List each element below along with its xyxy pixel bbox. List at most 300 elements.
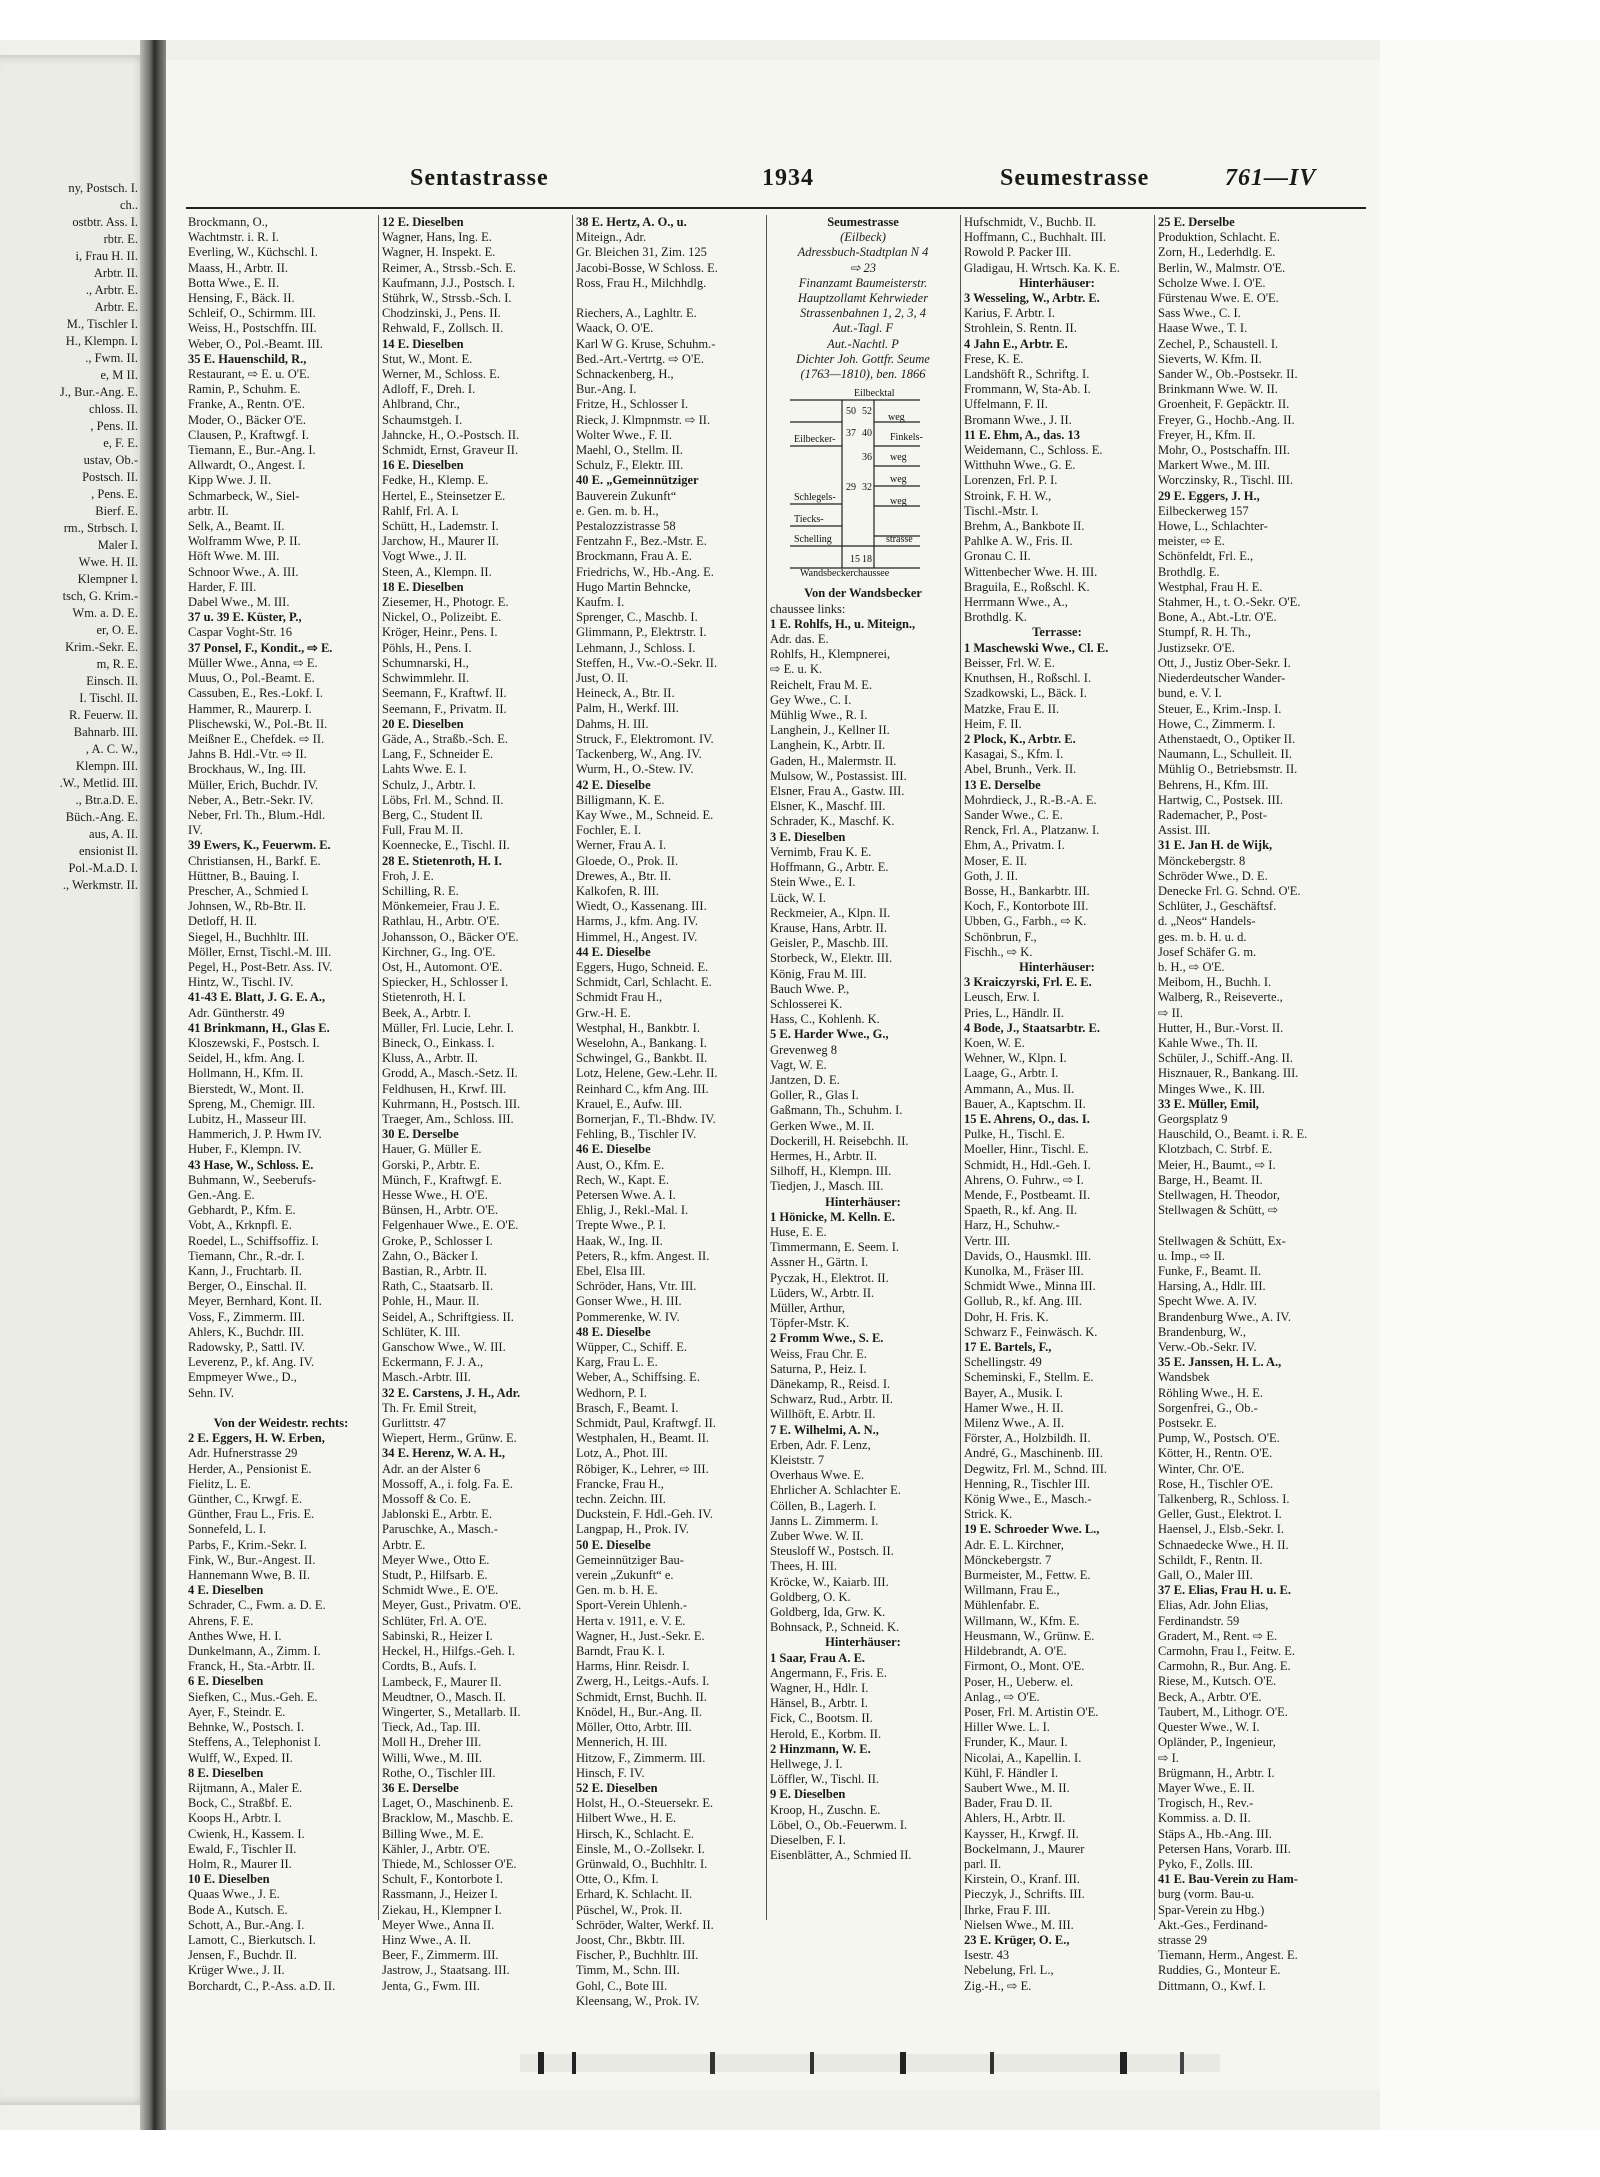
directory-entry: Kunolka, M., Fräser III.	[964, 1264, 1084, 1279]
directory-entry: Francke, Frau H.,	[576, 1476, 664, 1491]
directory-entry: Günther, C., Krwgf. E.	[188, 1492, 303, 1507]
directory-entry: Schlüter, J., Geschäftsf.	[1158, 899, 1277, 914]
directory-entry: Strick. K.	[964, 1507, 1013, 1522]
directory-entry: Pyko, F., Zolls. III.	[1158, 1856, 1253, 1871]
directory-entry: Mende, F., Postbeamt. II.	[964, 1188, 1091, 1202]
directory-entry: Löbs, Frl. M., Schnd. II.	[382, 792, 504, 807]
directory-entry: Wingerter, S., Metallarb. II.	[382, 1704, 521, 1719]
directory-entry: Barndt, Frau K. I.	[576, 1644, 665, 1659]
directory-entry: Fischh., ⇨ K.	[964, 944, 1033, 959]
directory-entry: Müller Wwe., Anna, ⇨ E.	[188, 655, 318, 670]
directory-entry: Karg, Frau L. E.	[576, 1355, 658, 1370]
directory-entry: Schmarbeck, W., Siel-	[188, 488, 300, 503]
directory-entry: Borchardt, C., P.-Ass. a.D. II.	[188, 1978, 336, 1993]
directory-entry: Ahlers, K., Buchdr. III.	[188, 1324, 304, 1339]
directory-entry: Mühlig Wwe., R. I.	[770, 708, 868, 723]
house-number-entry: 52 E. Dieselben	[576, 1780, 658, 1795]
directory-entry: Fedke, H., Klemp. E.	[382, 473, 489, 488]
directory-entry: Produktion, Schlacht. E.	[1158, 230, 1280, 245]
directory-entry: Gaßmann, Th., Schuhm. I.	[770, 1103, 903, 1118]
directory-entry: Hisznauer, R., Bankang. III.	[1158, 1066, 1299, 1081]
directory-entry: Howe, C., Zimmerm. I.	[1158, 716, 1276, 731]
directory-entry: Gonser Wwe., H. III.	[576, 1294, 682, 1309]
house-number-entry: 16 E. Dieselben	[382, 458, 464, 473]
directory-entry: Meyer, Bernhard, Kont. II.	[188, 1294, 322, 1309]
left-page-line: rm., Strbsch. I.	[63, 521, 138, 535]
directory-entry: Moeller, Hinr., Tischl. E.	[964, 1142, 1089, 1157]
directory-entry: chaussee links:	[770, 601, 846, 616]
directory-entry: Möller, Otto, Arbtr. III.	[576, 1720, 692, 1735]
directory-entry: Scheminski, F., Stellm. E.	[964, 1370, 1094, 1385]
left-page-line: ., Arbtr. E.	[85, 283, 138, 297]
directory-entry: Hugo Martin Behncke,	[576, 579, 691, 594]
directory-entry: Wurm, H., O.-Stew. IV.	[576, 762, 694, 777]
directory-entry: Franck, H., Sta.-Arbtr. II.	[188, 1659, 315, 1674]
house-number-entry: 1 Saar, Frau A. E.	[770, 1650, 866, 1665]
directory-entry: Gloede, O., Prok. II.	[576, 853, 679, 868]
directory-entry: Sehn. IV.	[188, 1385, 234, 1400]
directory-entry: Kröcke, W., Kaiarb. III.	[770, 1574, 889, 1589]
directory-entry: Sprenger, C., Maschb. I.	[576, 610, 698, 625]
directory-entry: Kluss, A., Arbtr. II.	[382, 1051, 478, 1066]
directory-entry: Tiemann, Herm., Angest. E.	[1158, 1948, 1298, 1963]
directory-entry: Pöhls, H., Pens. I.	[382, 640, 472, 655]
directory-entry: Vagt, W. E.	[770, 1057, 827, 1072]
street-info-line: Aut.-Nachtl. P	[827, 336, 899, 351]
directory-entry: Brockmann, Frau A. E.	[576, 549, 692, 564]
directory-entry: Ubben, G., Farbh., ⇨ K.	[964, 914, 1087, 929]
directory-entry: Moser, E. II.	[964, 853, 1028, 868]
left-page-line: Pol.-M.a.D. I.	[68, 861, 138, 875]
directory-entry: ges. m. b. H. u. d.	[1158, 929, 1247, 944]
house-number-entry: 30 E. Derselbe	[382, 1127, 459, 1142]
directory-entry: Beck, A., Arbtr. O'E.	[1158, 1689, 1262, 1704]
directory-entry: Huse, E. E.	[770, 1224, 827, 1239]
house-number-entry: 37 u. 39 E. Küster, P.,	[188, 610, 302, 625]
directory-entry: Schildt, F., Rentn. II.	[1158, 1552, 1263, 1567]
directory-entry: Pestalozzistrasse 58	[576, 519, 676, 534]
directory-entry: Timmermann, E. Seem. I.	[770, 1240, 900, 1255]
directory-entry: Ruddies, G., Monteur E.	[1158, 1963, 1281, 1978]
column-separator	[960, 215, 961, 1920]
directory-entry: Elsner, Frau A., Gastw. III.	[770, 784, 905, 799]
directory-entry: Eckermann, F. J. A.,	[382, 1355, 484, 1370]
directory-entry: Billing Wwe., M. E.	[382, 1826, 484, 1841]
book-gutter	[140, 40, 166, 2130]
directory-entry: Fielitz, L. E.	[188, 1476, 251, 1491]
directory-entry: Leusch, Erw. I.	[964, 990, 1040, 1005]
house-number-entry: 33 E. Müller, Emil,	[1158, 1096, 1259, 1111]
directory-entry: Renck, Frl. A., Platzanw. I.	[964, 823, 1100, 838]
directory-entry: Ferdinandstr. 59	[1158, 1613, 1240, 1628]
directory-entry: Bauverein Zukunft“	[576, 488, 677, 503]
directory-entry: verein „Zukunft“ e.	[576, 1568, 674, 1583]
directory-entry: Huber, F., Klempn. IV.	[188, 1142, 302, 1157]
house-number-entry: 36 E. Derselbe	[382, 1780, 459, 1795]
directory-entry: Gebhardt, P., Kfm. E.	[188, 1203, 296, 1218]
directory-entry: Lamott, C., Bierkutsch. I.	[188, 1932, 316, 1947]
directory-entry: Feldhusen, H., Krwf. III.	[382, 1081, 507, 1096]
directory-entry: Bracklow, M., Maschb. E.	[382, 1811, 514, 1826]
directory-entry: Sport-Verein Uhlenh.-	[576, 1598, 688, 1613]
left-page-line: Wm. a. D. E.	[72, 606, 138, 620]
street-info-line: Aut.-Tagl. F	[832, 321, 894, 336]
directory-entry: Hoffmann, G., Arbtr. E.	[770, 860, 889, 875]
directory-entry: Wüpper, C., Schiff. E.	[576, 1340, 688, 1355]
directory-entry: Schleif, O., Schirmm. III.	[188, 306, 316, 321]
directory-entry: Schnaedecke Wwe., H. II.	[1158, 1537, 1289, 1552]
directory-entry: Jarchow, H., Maurer II.	[382, 534, 499, 549]
directory-entry: Stumpf, R. H. Th.,	[1158, 625, 1251, 640]
directory-entry: Pahlke A. W., Fris. II.	[964, 534, 1073, 549]
directory-entry: Davids, O., Hausmkl. III.	[964, 1248, 1092, 1263]
directory-entry: Berlin, W., Malmstr. O'E.	[1158, 260, 1286, 275]
directory-entry: Mohr, O., Postschaffn. III.	[1158, 443, 1290, 458]
directory-entry: Reinhard C., kfm Ang. III.	[576, 1081, 709, 1096]
directory-entry: Tieck, Ad., Tap. III.	[382, 1720, 481, 1735]
directory-entry: Kaufmann, J.J., Postsch. I.	[382, 275, 515, 290]
directory-entry: Meißner E., Chefdek. ⇨ II.	[188, 731, 325, 746]
directory-entry: Brockmann, O.,	[188, 215, 268, 229]
directory-entry: Voss, F., Zimmerm. III.	[188, 1309, 305, 1324]
directory-entry: Palm, H., Werkf. III.	[576, 701, 679, 716]
directory-entry: Bromann Wwe., J. II.	[964, 412, 1072, 427]
directory-entry: Niederdeutscher Wander-	[1158, 671, 1286, 686]
directory-entry: Brasch, F., Beamt. I.	[576, 1400, 679, 1415]
directory-entry: Kalkofen, R. III.	[576, 883, 659, 898]
directory-entry: Hutter, H., Bur.-Vorst. II.	[1158, 1020, 1284, 1035]
directory-entry: Verw.-Ob.-Sekr. IV.	[1158, 1340, 1257, 1355]
left-page-line: aus, A. II.	[89, 827, 138, 841]
directory-entry: Mossoff & Co. E.	[382, 1492, 472, 1507]
column-2	[382, 215, 568, 1994]
directory-entry: Schulz, J., Arbtr. I.	[382, 777, 476, 792]
directory-entry: Wolter Wwe., F. II.	[576, 427, 673, 442]
directory-entry: Spar-Verein zu Hbg.)	[1158, 1902, 1265, 1917]
directory-entry: Schütt, H., Lademstr. I.	[382, 519, 499, 534]
directory-entry: Ehlig, J., Rekl.-Mal. I.	[576, 1203, 689, 1218]
directory-entry: Weiss, H., Postschffn. III.	[188, 321, 317, 336]
directory-entry: Zwerg, H., Leitgs.-Aufs. I.	[576, 1674, 710, 1689]
directory-entry: Beer, F., Zimmerm. III.	[382, 1948, 499, 1963]
directory-entry: Gen.-Ang. E.	[188, 1188, 255, 1202]
directory-entry: Schult, F., Kontorbote I.	[382, 1872, 503, 1887]
directory-entry: Rech, W., Kapt. E.	[576, 1172, 670, 1187]
map-label: Eilbecker-	[794, 434, 836, 446]
directory-entry: Mohrdieck, J., R.-B.-A. E.	[964, 792, 1097, 807]
directory-entry: Jablonski E., Arbtr. E.	[382, 1507, 493, 1522]
directory-entry: Reckmeier, A., Klpn. II.	[770, 905, 891, 920]
left-page-line: Einsch. II.	[86, 674, 138, 688]
directory-entry: Sabinski, R., Heizer I.	[382, 1628, 493, 1643]
directory-entry: Nickel, O., Polizeibt. E.	[382, 610, 502, 625]
directory-entry: Rath, C., Staatsarb. II.	[382, 1279, 494, 1294]
directory-entry: Herta v. 1911, e. V. E.	[576, 1613, 686, 1628]
directory-entry: Aust, O., Kfm. E.	[576, 1157, 665, 1172]
directory-entry: Hammerich, J. P. Hwm IV.	[188, 1127, 322, 1142]
left-page-line: m, R. E.	[96, 657, 138, 671]
directory-entry: Stietenroth, H. I.	[382, 990, 466, 1005]
directory-entry: Sander W., Ob.-Postsekr. II.	[1158, 367, 1298, 382]
directory-entry: Scholze Wwe. I. O'E.	[1158, 275, 1266, 290]
house-number-entry: 4 Bode, J., Staatsarbtr. E.	[964, 1020, 1101, 1035]
left-page-line: Arbtr. II.	[93, 266, 138, 280]
directory-entry: Meyer Wwe., Otto E.	[382, 1552, 490, 1567]
directory-entry: Kuhrmann, H., Postsch. III.	[382, 1096, 521, 1111]
directory-entry: Ganschow Wwe., W. III.	[382, 1340, 506, 1355]
directory-entry: Hellwege, J. I.	[770, 1757, 843, 1772]
house-number-entry: 37 Ponsel, F., Kondit., ⇨ E.	[188, 640, 333, 655]
directory-entry: Glimmann, P., Elektrstr. I.	[576, 625, 707, 640]
directory-entry: Bineck, O., Einkass. I.	[382, 1035, 495, 1050]
directory-entry: Mennerich, H. III.	[576, 1735, 668, 1750]
directory-entry: Fick, C., Bootsm. II.	[770, 1711, 873, 1726]
directory-entry: Storbeck, W., Elektr. III.	[770, 951, 893, 966]
column-4	[770, 215, 956, 1864]
directory-entry: Reimer, A., Strssb.-Sch. E.	[382, 260, 516, 275]
directory-entry: Förster, A., Holzbildh. II.	[964, 1431, 1091, 1446]
directory-entry: Ziesemer, H., Photogr. E.	[382, 595, 509, 610]
directory-entry: Fischer, P., Buchhltr. III.	[576, 1948, 699, 1963]
directory-entry: König, Frau M. III.	[770, 966, 867, 981]
directory-entry: Trepte Wwe., P. I.	[576, 1218, 666, 1233]
directory-entry: Bastian, R., Arbtr. II.	[382, 1264, 487, 1279]
map-label: Finkels-	[890, 432, 923, 444]
directory-entry: Brehm, A., Bankbote II.	[964, 519, 1085, 534]
directory-entry: Nebelung, Frl. L.,	[964, 1963, 1054, 1978]
directory-entry: Botta Wwe., E. II.	[188, 275, 280, 290]
directory-entry: Erhard, K. Schlacht. II.	[576, 1887, 693, 1902]
directory-entry: Steffen, H., Vw.-O.-Sekr. II.	[576, 655, 718, 670]
map-label: Schelling	[794, 534, 832, 546]
directory-entry: Howe, L., Schlachter-	[1158, 519, 1268, 534]
directory-entry: Krauel, E., Aufw. III.	[576, 1096, 683, 1111]
directory-entry: Laage, G., Arbtr. I.	[964, 1066, 1059, 1081]
directory-entry: Postsekr. E.	[1158, 1416, 1217, 1431]
directory-entry: Beisser, Frl. W. E.	[964, 655, 1055, 670]
left-page-line: tsch, G. Krim.-	[62, 589, 138, 603]
directory-entry: Moll H., Dreher III.	[382, 1735, 482, 1750]
directory-entry	[188, 1401, 374, 1416]
directory-entry: Karl W G. Kruse, Schuhm.-	[576, 336, 716, 351]
directory-entry: Fochler, E. I.	[576, 823, 642, 838]
map-label: 29	[846, 482, 856, 494]
street-info-line: Hauptzollamt Kehrwieder	[797, 291, 929, 306]
directory-entry: Rose, H., Tischler O'E.	[1158, 1476, 1274, 1491]
directory-entry: Detloff, H. II.	[188, 914, 257, 929]
directory-entry: Riese, M., Kutsch. O'E.	[1158, 1674, 1277, 1689]
street-info-line: (1763—1810), ben. 1866	[800, 367, 926, 382]
house-number-entry: 32 E. Carstens, J. H., Adr.	[382, 1385, 521, 1400]
directory-entry: Joost, Chr., Bkbtr. III.	[576, 1932, 686, 1947]
house-number-entry: 4 E. Dieselben	[188, 1583, 264, 1598]
column-1	[188, 215, 374, 1994]
directory-entry: Fürstenau Wwe. E. O'E.	[1158, 291, 1279, 306]
directory-entry: IV.	[188, 823, 203, 838]
directory-entry: Muus, O., Pol.-Beamt. E.	[188, 671, 315, 686]
directory-entry: Wagner, H. Inspekt. E.	[382, 245, 496, 260]
column-separator	[378, 215, 379, 1920]
map-label: strasse	[886, 534, 913, 546]
directory-entry: Wandsbek	[1158, 1370, 1210, 1385]
house-number-entry: 7 E. Wilhelmi, A. N.,	[770, 1422, 879, 1437]
directory-entry: Stein Wwe., E. I.	[770, 875, 856, 890]
house-number-entry: 34 E. Herenz, W. A. H.,	[382, 1446, 506, 1461]
house-number-entry: 1 E. Rohlfs, H., u. Miteign.,	[770, 616, 916, 631]
street-info-line: ⇨ 23	[849, 260, 877, 275]
directory-entry: Gladigau, H. Wrtsch. Ka. K. E.	[964, 260, 1120, 275]
map-label: 36	[862, 452, 872, 464]
map-label: weg	[890, 452, 907, 464]
directory-entry: Goldberg, O. K.	[770, 1589, 851, 1604]
directory-entry: Kay Wwe., M., Schneid. E.	[576, 807, 714, 822]
left-page-line: R. Feuerw. II.	[69, 708, 138, 722]
directory-entry: Hermes, H., Arbtr. II.	[770, 1148, 877, 1163]
directory-entry: Willi, Wwe., M. III.	[382, 1750, 482, 1765]
directory-entry: Schrader, K., Maschf. K.	[770, 814, 895, 829]
directory-entry: Parbs, F., Krim.-Sekr. I.	[188, 1537, 307, 1552]
directory-entry: Kleiststr. 7	[770, 1453, 825, 1468]
directory-entry: Grodd, A., Masch.-Setz. II.	[382, 1066, 518, 1081]
house-number-entry: 41 E. Bau-Verein zu Ham-	[1158, 1872, 1298, 1887]
directory-entry: Wittenbecher Wwe. H. III.	[964, 564, 1098, 579]
directory-entry: Specht Wwe. A. IV.	[1158, 1294, 1257, 1309]
directory-entry: Bayer, A., Musik. I.	[964, 1385, 1063, 1400]
directory-entry: Goldberg, Ida, Grw. K.	[770, 1605, 886, 1620]
directory-entry: Klotzbach, C. Strbf. E.	[1158, 1142, 1273, 1157]
directory-entry: Brinkmann Wwe. W. II.	[1158, 382, 1278, 397]
directory-entry: Timm, M., Schn. III.	[576, 1963, 680, 1978]
street-info-line: Dichter Joh. Gottfr. Seume	[796, 351, 930, 366]
directory-entry: Barge, H., Beamt. II.	[1158, 1172, 1263, 1187]
directory-entry: Bur.-Ang. I.	[576, 382, 637, 397]
house-number-entry: 2 Plock, K., Arbtr. E.	[964, 731, 1076, 746]
directory-entry: Koen, W. E.	[964, 1035, 1025, 1050]
directory-entry: Gronau C. II.	[964, 549, 1031, 564]
house-number-entry: 17 E. Bartels, F.,	[964, 1340, 1052, 1355]
directory-entry: Hintz, W., Tischl. IV.	[188, 975, 294, 990]
directory-entry: Mossoff, A., i. folg. Fa. E.	[382, 1476, 514, 1491]
directory-entry: Möller, Ernst, Tischl.-M. III.	[188, 944, 332, 959]
directory-entry: Ost, H., Automont. O'E.	[382, 959, 503, 974]
directory-entry: Wagner, H., Just.-Sekr. E.	[576, 1628, 705, 1643]
directory-entry: Hamer Wwe., H. II.	[964, 1400, 1064, 1415]
directory-entry: Dieselben, F. I.	[770, 1833, 846, 1848]
directory-entry: Löbel, O., Ob.-Feuerwm. I.	[770, 1817, 908, 1832]
directory-entry: Rathlau, H., Arbtr. O'E.	[382, 914, 500, 929]
column-separator	[1154, 215, 1155, 1920]
directory-entry: Müller, Erich, Buchdr. IV.	[188, 777, 319, 792]
directory-entry: Rohlfs, H., Klempnerei,	[770, 647, 891, 662]
directory-entry: Herder, A., Pensionist E.	[188, 1461, 312, 1476]
house-number-entry: 3 Wesseling, W., Arbtr. E.	[964, 291, 1100, 306]
directory-entry: Mönckebergstr. 7	[964, 1552, 1052, 1567]
directory-entry: Drewes, A., Btr. II.	[576, 868, 672, 883]
directory-entry: Friedrichs, W., Hb.-Ang. E.	[576, 564, 714, 579]
directory-entry: Steusloff W., Postsch. II.	[770, 1544, 894, 1559]
directory-entry: Schmidt, Ernst, Buchh. II.	[576, 1689, 707, 1704]
left-page-line: e, M II.	[100, 368, 138, 382]
left-page-line: I. Tischl. II.	[79, 691, 138, 705]
directory-entry: Brothdlg. E.	[1158, 564, 1220, 579]
directory-entry: Sonnefeld, L. I.	[188, 1522, 267, 1537]
directory-entry: Ehrlicher A. Schlachter E.	[770, 1483, 901, 1498]
directory-entry: Selk, A., Beamt. II.	[188, 519, 285, 534]
directory-entry: ⇨ I.	[1158, 1750, 1179, 1765]
directory-entry: Bone, A., Abt.-Ltr. O'E.	[1158, 610, 1277, 625]
directory-entry: Seidel, H., kfm. Ang. I.	[188, 1051, 305, 1066]
directory-entry: e. Gen. m. b. H.,	[576, 503, 659, 518]
directory-entry: Groenheit, F. Gepäcktr. II.	[1158, 397, 1290, 412]
directory-entry: Stut, W., Mont. E.	[382, 351, 473, 366]
directory-entry: Mayer Wwe., E. II.	[1158, 1780, 1255, 1795]
directory-entry: Rieck, J. Klmpnmstr. ⇨ II.	[576, 412, 711, 427]
directory-entry: Hertel, E., Steinsetzer E.	[382, 488, 506, 503]
directory-entry: Akt.-Ges., Ferdinand-	[1158, 1917, 1268, 1932]
directory-entry: Abel, Brunh., Verk. II.	[964, 762, 1077, 777]
directory-entry: Schlüter, Frl. A. O'E.	[382, 1613, 487, 1628]
directory-entry: Nicolai, A., Kapellin. I.	[964, 1750, 1082, 1765]
directory-entry: Mühlig O., Betriebsmstr. II.	[1158, 762, 1298, 777]
directory-entry: Adr. E. L. Kirchner,	[964, 1537, 1064, 1552]
house-number-entry: 9 E. Dieselben	[770, 1787, 846, 1802]
directory-entry: Christiansen, H., Barkf. E.	[188, 853, 321, 868]
directory-entry: Bohnsack, P., Schneid. K.	[770, 1620, 900, 1635]
directory-entry: Gemeinnütziger Bau-	[576, 1552, 684, 1567]
directory-entry: Meyer Wwe., Anna II.	[382, 1917, 495, 1932]
directory-entry: Jahncke, H., O.-Postsch. II.	[382, 427, 520, 442]
directory-entry: Ehm, A., Privatm. I.	[964, 838, 1065, 853]
directory-entry: Hartwig, C., Postsek. III.	[1158, 792, 1283, 807]
directory-entry: Rijtmann, A., Maler E.	[188, 1780, 303, 1795]
section-heading: Hinterhäuser:	[825, 1194, 901, 1209]
directory-entry: Ewald, F., Tischler II.	[188, 1841, 297, 1856]
directory-entry: parl. II.	[964, 1856, 1002, 1871]
directory-entry: Geisler, P., Maschb. III.	[770, 936, 889, 951]
directory-entry: Lehmann, J., Schloss. I.	[576, 640, 696, 655]
directory-entry: Höft Wwe. M. III.	[188, 549, 280, 564]
directory-entry: Siegel, H., Buchhltr. III.	[188, 929, 309, 944]
directory-entry: Kahle Wwe., Th. II.	[1158, 1035, 1258, 1050]
directory-entry: Pump, W., Postsch. O'E.	[1158, 1431, 1280, 1446]
directory-entry: Seemann, F., Kraftwf. II.	[382, 686, 507, 701]
directory-entry: Buhmann, W., Seeberufs-	[188, 1172, 317, 1187]
map-label: 50	[846, 406, 856, 418]
directory-entry: Schott, A., Bur.-Ang. I.	[188, 1917, 305, 1932]
directory-entry: Lorenzen, Frl. P. I.	[964, 473, 1058, 488]
map-label: 32	[862, 482, 872, 494]
map-label: weg	[888, 412, 905, 424]
directory-entry: Anthes Wwe, H. I.	[188, 1628, 282, 1643]
directory-entry: Müller, Arthur,	[770, 1300, 846, 1315]
left-page-line: Wwe. H. II.	[78, 555, 138, 569]
directory-entry: Pegel, H., Post-Betr. Ass. IV.	[188, 959, 333, 974]
directory-entry: Silhoff, H., Klempn. III.	[770, 1164, 892, 1179]
directory-entry: Naumann, L., Schulleit. II.	[1158, 747, 1292, 762]
directory-entry: Schnoor Wwe., A. III.	[188, 564, 299, 579]
directory-entry: Schröder, Walter, Werkf. II.	[576, 1917, 714, 1932]
street-map-diagram	[770, 386, 950, 578]
directory-entry: Cwienk, H., Kassem. I.	[188, 1826, 305, 1841]
header-year: 1934	[762, 165, 814, 191]
directory-entry: Mulsow, W., Postassist. III.	[770, 768, 907, 783]
house-number-entry: 10 E. Dieselben	[188, 1872, 270, 1887]
directory-entry: Jantzen, D. E.	[770, 1072, 840, 1087]
directory-entry: Schmidt, Ernst, Graveur II.	[382, 443, 519, 458]
directory-entry: Ott, J., Justiz Ober-Sekr. I.	[1158, 655, 1291, 670]
film-edge-marks	[520, 2050, 1220, 2076]
directory-entry: Stroink, F. H. W.,	[964, 488, 1052, 503]
